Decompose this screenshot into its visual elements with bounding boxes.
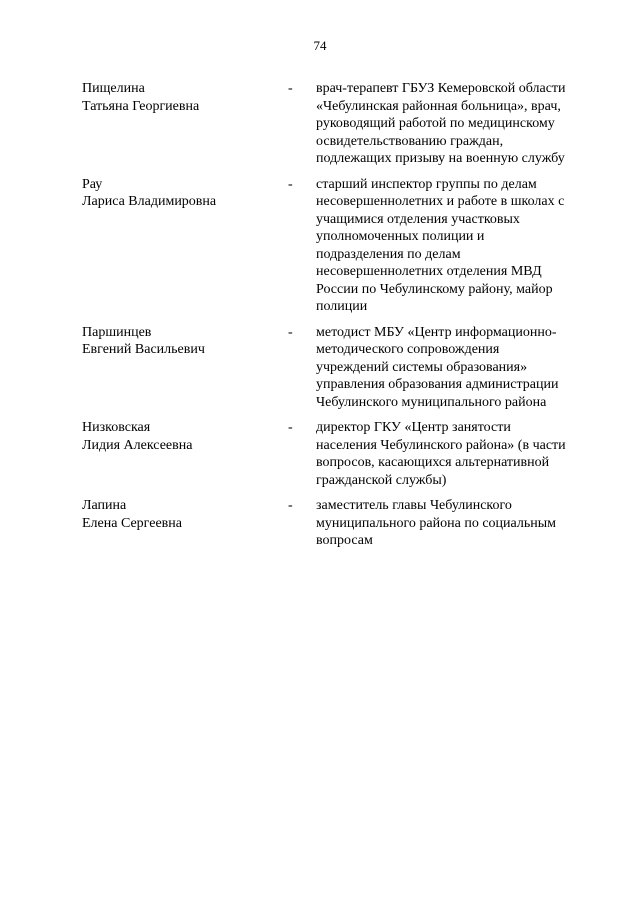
member-entry (82, 176, 594, 316)
member-given-name: Татьяна Георгиевна (82, 98, 200, 114)
position-line: несовершеннолетних и работе в школах с (316, 194, 565, 209)
position-line: России по Чебулинскому району, майор (316, 281, 553, 297)
member-given-name: Евгений Васильевич (82, 342, 205, 357)
position-line: освидетельствованию граждан, (316, 133, 504, 149)
position-line: методист МБУ «Центр информационно- (316, 324, 557, 340)
position-line: заместитель главы Чебулинского (316, 498, 512, 513)
position-line: подлежащих призыву на военную службу (316, 151, 565, 166)
member-name (82, 497, 288, 532)
member-entry (82, 80, 594, 168)
position-line: врач-терапевт ГБУЗ Кемеровской области (316, 81, 566, 96)
member-given-name: Лариса Владимировна (82, 194, 217, 209)
position-line: Чебулинского муниципального района (316, 394, 547, 410)
separator-dash: - (288, 498, 293, 513)
member-name (82, 419, 288, 454)
member-position (316, 80, 594, 168)
position-line: учащимися отделения участковых (316, 211, 520, 227)
separator-dash: - (288, 324, 293, 340)
position-line: учреждений системы образования» (316, 359, 528, 375)
member-position (316, 324, 594, 412)
member-entry (82, 497, 594, 550)
position-line: директор ГКУ «Центр занятости (316, 420, 511, 435)
member-name (82, 176, 288, 211)
member-entry (82, 419, 594, 489)
position-line: муниципального района по социальным (316, 515, 556, 531)
member-list (82, 80, 594, 550)
position-line: полиции (316, 299, 368, 314)
position-line: несовершеннолетних отделения МВД (316, 264, 542, 279)
position-line: подразделения по делам (316, 246, 461, 262)
page-number: 74 (313, 38, 327, 53)
member-given-name: Елена Сергеевна (82, 515, 182, 531)
member-position (316, 176, 594, 316)
position-line: гражданской службы) (316, 472, 447, 488)
member-position (316, 497, 594, 550)
member-name (82, 80, 288, 115)
position-line: уполномоченных полиции и (316, 229, 485, 244)
member-surname: Низковская (82, 420, 151, 435)
member-surname: Рау (82, 176, 103, 192)
member-surname: Паршинцев (82, 324, 152, 340)
position-line: «Чебулинская районная больница», врач, (316, 98, 561, 114)
position-line: управления образования администрации (316, 377, 559, 392)
member-surname: Лапина (82, 498, 127, 513)
member-surname: Пищелина (82, 81, 145, 96)
separator-dash: - (288, 420, 293, 435)
position-line: вопросам (316, 533, 373, 548)
member-entry (82, 324, 594, 412)
position-line: населения Чебулинского района» (в части (316, 437, 566, 453)
member-given-name: Лидия Алексеевна (82, 437, 193, 453)
position-line: руководящий работой по медицинскому (316, 116, 555, 131)
position-line: вопросов, касающихся альтернативной (316, 455, 550, 470)
position-line: старший инспектор группы по делам (316, 176, 537, 192)
position-line: методического сопровождения (316, 342, 500, 357)
member-position (316, 419, 594, 489)
separator-dash: - (288, 176, 293, 192)
separator-dash: - (288, 81, 293, 96)
member-name (82, 324, 288, 359)
